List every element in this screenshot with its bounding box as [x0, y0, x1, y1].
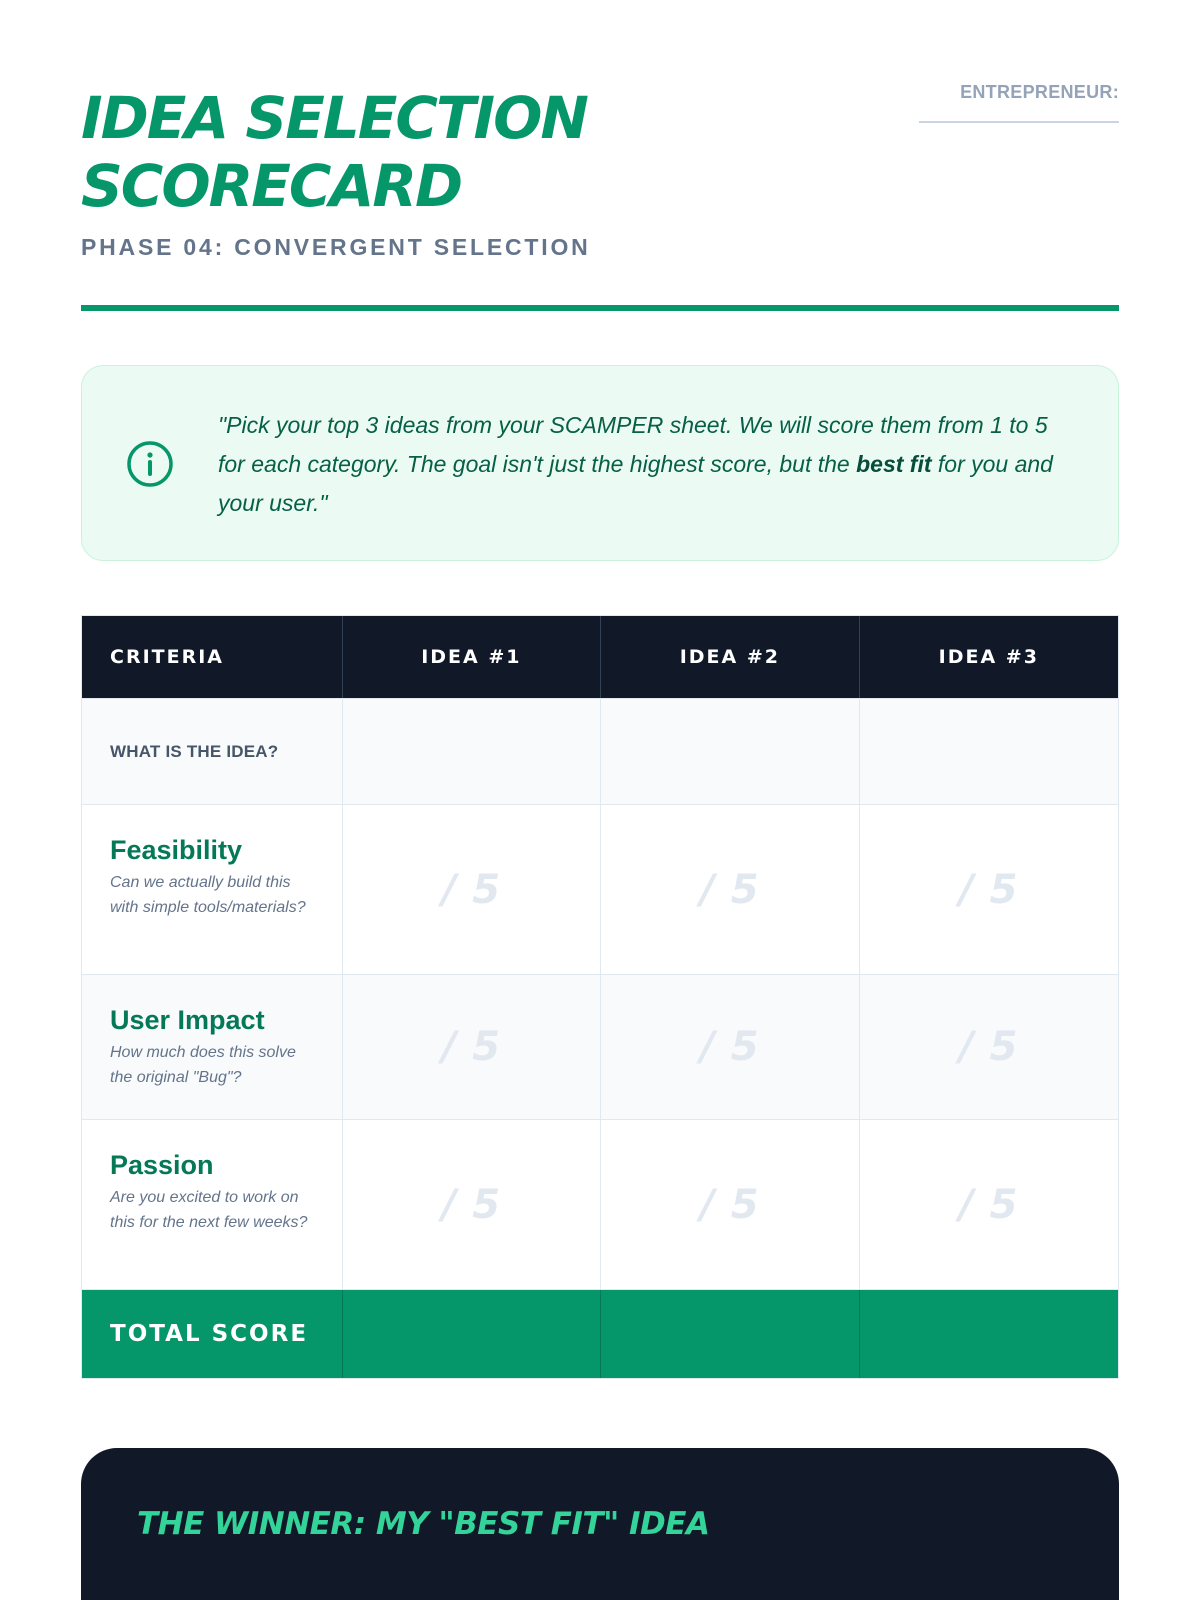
- total-label-cell: [82, 1290, 343, 1378]
- criteria-title: Feasibility: [110, 835, 243, 865]
- entrepreneur-label: ENTREPRENEUR:: [960, 82, 1119, 102]
- score-field-feasibility-idea-2[interactable]: [601, 805, 859, 974]
- entrepreneur-write-line[interactable]: [919, 121, 1119, 123]
- table-row-passion: [82, 1120, 1118, 1290]
- header-divider: [81, 305, 1119, 311]
- scorecard-table: [81, 615, 1119, 1379]
- info-circle-icon: [126, 440, 174, 488]
- criteria-cell-passion: [82, 1120, 343, 1289]
- total-score-idea-1[interactable]: [343, 1290, 601, 1378]
- score-placeholder: / 5: [959, 866, 1019, 913]
- total-score-idea-2[interactable]: [601, 1290, 859, 1378]
- score-placeholder: / 5: [700, 866, 760, 913]
- criteria-description: Can we actually build this with simple tools/materials?: [110, 874, 306, 916]
- winner-panel: [81, 1448, 1119, 1600]
- idea-2-description-field[interactable]: [601, 699, 859, 804]
- header-idea-3-label: IDEA #3: [938, 646, 1039, 668]
- header-idea-1: [343, 616, 601, 698]
- title-line-1: IDEA SELECTION: [81, 84, 587, 152]
- header-idea-3: [860, 616, 1118, 698]
- instruction-text: [218, 406, 1068, 523]
- header-criteria: [82, 616, 343, 698]
- score-field-passion-idea-1[interactable]: [343, 1120, 601, 1289]
- criteria-description: Are you excited to work on this for the next few weeks?: [110, 1189, 308, 1231]
- idea-row-label: WHAT IS THE IDEA?: [110, 741, 279, 761]
- criteria-description: How much does this solve the original "Bug"?: [110, 1044, 296, 1086]
- score-placeholder: / 5: [441, 1024, 502, 1070]
- criteria-cell-feasibility: [82, 805, 343, 974]
- score-placeholder: / 5: [441, 866, 502, 913]
- total-score-label: TOTAL SCORE: [110, 1321, 309, 1347]
- table-row-feasibility: [82, 805, 1118, 975]
- total-score-idea-3[interactable]: [860, 1290, 1118, 1378]
- instruction-box: [81, 365, 1119, 561]
- score-field-passion-idea-2[interactable]: [601, 1120, 859, 1289]
- score-field-user-impact-idea-2[interactable]: [601, 975, 859, 1119]
- instruction-text-part2: for you and your user.": [218, 451, 1053, 516]
- header-idea-2-label: IDEA #2: [679, 646, 780, 668]
- idea-row-label-cell: [82, 699, 343, 804]
- score-field-user-impact-idea-3[interactable]: [860, 975, 1118, 1119]
- criteria-title: User Impact: [110, 1005, 265, 1035]
- page-title: [81, 84, 701, 220]
- score-placeholder: / 5: [700, 1024, 760, 1070]
- idea-3-description-field[interactable]: [860, 699, 1118, 804]
- header-idea-1-label: IDEA #1: [421, 646, 522, 668]
- table-header-row: [82, 616, 1118, 699]
- idea-1-description-field[interactable]: [343, 699, 601, 804]
- score-placeholder: / 5: [441, 1181, 502, 1228]
- table-row-user-impact: [82, 975, 1118, 1120]
- instruction-emphasis: best fit: [856, 451, 932, 477]
- page-subtitle: PHASE 04: CONVERGENT SELECTION: [81, 234, 591, 260]
- score-field-user-impact-idea-1[interactable]: [343, 975, 601, 1119]
- criteria-title: Passion: [110, 1150, 214, 1180]
- total-score-row: [82, 1290, 1118, 1378]
- score-placeholder: / 5: [959, 1181, 1019, 1228]
- header-idea-2: [601, 616, 859, 698]
- idea-description-row: [82, 699, 1118, 805]
- score-field-feasibility-idea-3[interactable]: [860, 805, 1118, 974]
- title-line-2: SCORECARD: [81, 152, 462, 220]
- header: [81, 0, 1119, 311]
- score-placeholder: / 5: [959, 1024, 1019, 1070]
- score-placeholder: / 5: [700, 1181, 760, 1228]
- score-field-feasibility-idea-1[interactable]: [343, 805, 601, 974]
- score-field-passion-idea-3[interactable]: [860, 1120, 1118, 1289]
- winner-title: THE WINNER: MY "BEST FIT" IDEA: [137, 1506, 710, 1542]
- entrepreneur-field[interactable]: [919, 82, 1119, 123]
- instruction-text-part1: "Pick your top 3 ideas from your SCAMPER sheet. We will score them from 1 to 5 for each category. The goal isn't just the highest score, but the: [218, 412, 1048, 477]
- criteria-cell-user-impact: [82, 975, 343, 1119]
- header-criteria-label: CRITERIA: [110, 646, 224, 668]
